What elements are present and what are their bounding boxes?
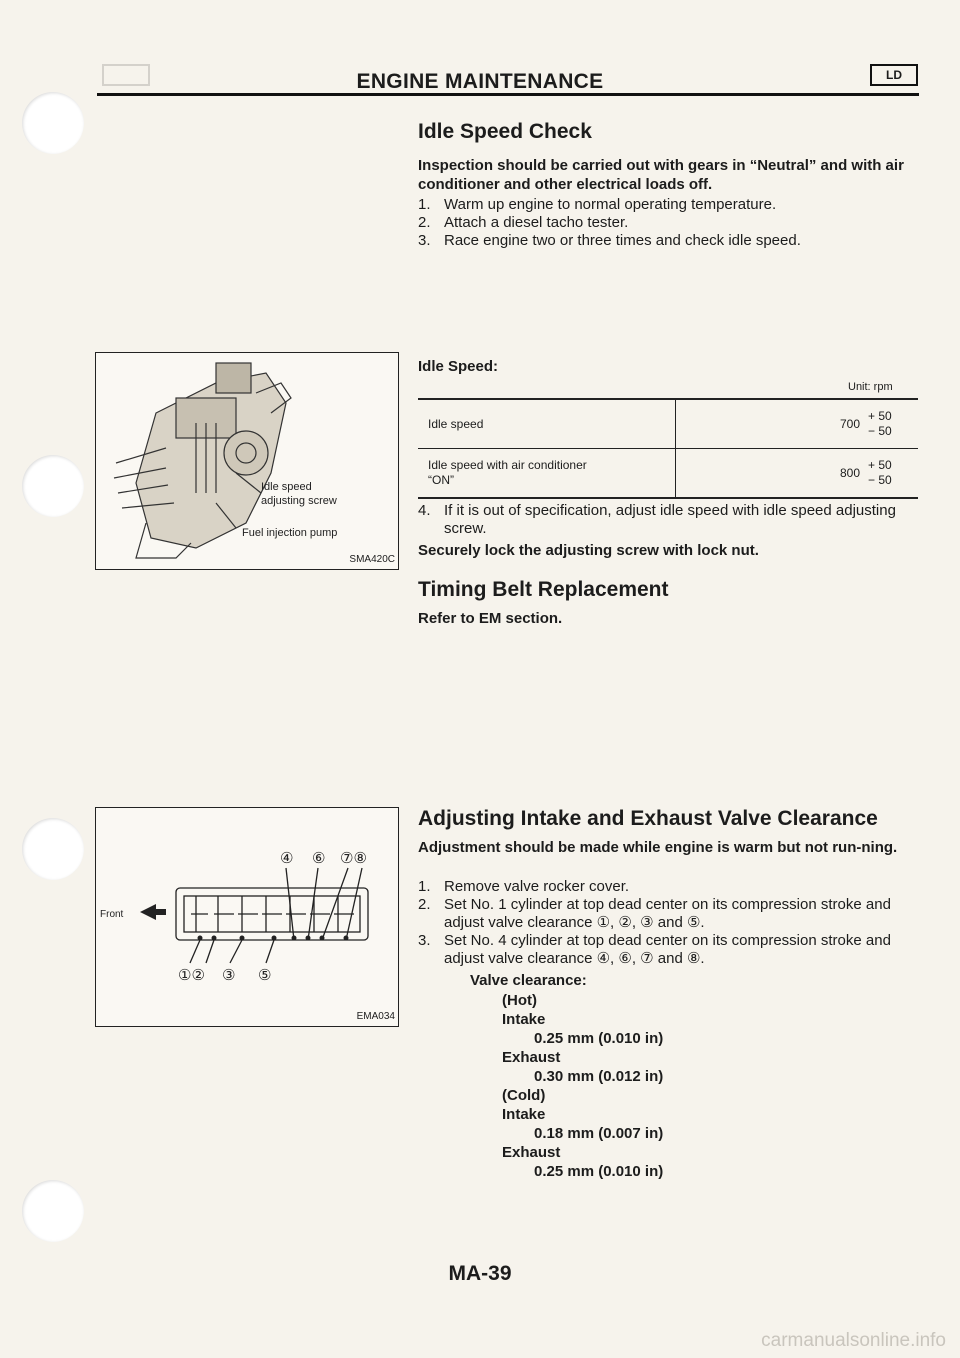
- binder-hole: [22, 92, 84, 154]
- table-cell-value: 700 + 50 − 50: [676, 399, 919, 449]
- label-screw-1: Idle speed: [261, 481, 312, 493]
- hot-exhaust-label: Exhaust: [502, 1049, 561, 1066]
- table-cell-value: 800 + 50 − 50: [676, 449, 919, 499]
- hot-intake-value: 0.25 mm (0.010 in): [534, 1030, 664, 1047]
- arrow-left-icon: [140, 904, 156, 920]
- valve-step: 1. Remove valve rocker cover.: [418, 878, 630, 895]
- cold-exhaust-value: 0.25 mm (0.010 in): [534, 1163, 664, 1180]
- valve-num-bottom: ⑤: [258, 966, 272, 984]
- valve-clearance-title: Valve clearance:: [470, 972, 587, 989]
- timing-belt-ref: Refer to EM section.: [418, 610, 563, 627]
- label-screw-2: adjusting screw: [261, 495, 337, 507]
- lock-note: Securely lock the adjusting screw with lock nut.: [418, 542, 759, 559]
- idle-step: 4. If it is out of specification, adjust idle speed with idle speed adjusting screw.: [418, 502, 896, 537]
- idle-speed-heading: Idle Speed Check: [418, 120, 592, 143]
- valve-num-bottom: ③: [222, 966, 236, 984]
- header-rule: [97, 93, 919, 96]
- timing-belt-heading: Timing Belt Replacement: [418, 578, 669, 601]
- cold-intake-label: Intake: [502, 1106, 546, 1123]
- table-row: [418, 399, 918, 449]
- unit-label: Unit: rpm: [848, 381, 893, 393]
- valve-num-top: ④: [280, 849, 294, 867]
- table-cell-label: Idle speed: [418, 399, 676, 449]
- valve-steps: [410, 878, 920, 968]
- cold-exhaust-label: Exhaust: [502, 1144, 561, 1161]
- binder-hole: [22, 1180, 84, 1242]
- binder-hole: [22, 818, 84, 880]
- section-badge: LD: [870, 64, 918, 86]
- cold-label: (Cold): [502, 1087, 546, 1104]
- valve-clearance-heading: Adjusting Intake and Exhaust Valve Clearance: [418, 807, 878, 830]
- valve-adjust-note: Adjustment should be made while engine is warm but not run-ning.: [418, 839, 898, 856]
- cold-intake-value: 0.18 mm (0.007 in): [534, 1125, 664, 1142]
- figure-code: SMA420C: [349, 554, 395, 565]
- label-pump: Fuel injection pump: [242, 527, 338, 539]
- figure-code: EMA034: [356, 1011, 395, 1022]
- idle-spec-title: Idle Speed:: [418, 358, 499, 375]
- idle-step: 1. Warm up engine to normal operating temperature.: [418, 196, 777, 213]
- fuel-pump-figure: [95, 352, 399, 570]
- idle-step: 3. Race engine two or three times and check idle speed.: [418, 232, 801, 249]
- valve-num-top: ⑥: [312, 849, 326, 867]
- table-row: [418, 449, 918, 499]
- idle-step4: [410, 502, 920, 538]
- valve-num-bottom: ①②: [178, 966, 205, 984]
- page-number: MA-39: [448, 1262, 512, 1285]
- valve-layout-figure: [95, 807, 399, 1027]
- idle-steps: [410, 196, 920, 250]
- fuel-pump-illustration: [96, 353, 398, 569]
- table-cell-label: Idle speed with air conditioner “ON”: [418, 449, 676, 499]
- idle-step: 2. Attach a diesel tacho tester.: [418, 214, 629, 231]
- watermark: carmanualsonline.info: [761, 1330, 946, 1351]
- idle-speed-table: [418, 398, 918, 499]
- valve-step: 3. Set No. 4 cylinder at top dead center on its compression stroke and adjust valve clearance ④, ⑥, ⑦ and ⑧.: [418, 932, 891, 967]
- valve-layout-diagram: [96, 808, 398, 1026]
- front-label: Front: [100, 909, 124, 920]
- valve-step: 2. Set No. 1 cylinder at top dead center on its compression stroke and adjust valve clearance ①, ②, ③ and ⑤.: [418, 896, 891, 931]
- hot-label: (Hot): [502, 992, 537, 1009]
- valve-num-top: ⑦⑧: [340, 849, 367, 867]
- page-header-title: ENGINE MAINTENANCE: [356, 70, 604, 93]
- hot-intake-label: Intake: [502, 1011, 546, 1028]
- hot-exhaust-value: 0.30 mm (0.012 in): [534, 1068, 664, 1085]
- binder-hole: [22, 455, 84, 517]
- idle-inspection-note: Inspection should be carried out with gears in “Neutral” and with air conditioner and other electrical loads off.: [418, 157, 904, 193]
